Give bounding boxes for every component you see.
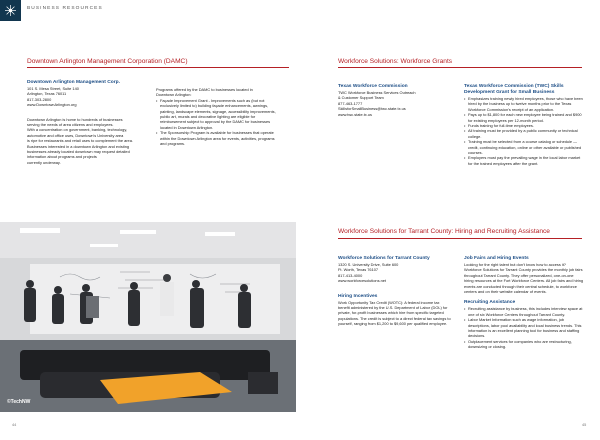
damc-description-line: Businesses interested in a downtown Arlington and existing bbox=[27, 143, 130, 149]
damc-title-rule bbox=[27, 67, 289, 68]
tarrant-org-name: Workforce Solutions for Tarrant County bbox=[338, 256, 430, 261]
star-burst-icon bbox=[4, 4, 17, 17]
tarrant-website-link[interactable]: www.workforcesolutions.net bbox=[338, 278, 387, 284]
twc-grant-item: • Emphasizes training newly hired employees, those who have been hired by the business up to twelve months prior to the Texas Workforce Commission's receipt of an application. bbox=[464, 96, 584, 112]
damc-programs-intro-line: Programs offered by the DAMC to businesses located in bbox=[156, 87, 253, 92]
twc-contact-block bbox=[338, 84, 450, 117]
damc-program-item: • The Sponsorship Program is available for businesses that operate within the Downtown Arlington area for events, activities, programs and programs. bbox=[156, 130, 280, 146]
damc-programs-intro bbox=[156, 87, 280, 98]
damc-description-line: businesses already located downtown may request detailed bbox=[27, 149, 130, 155]
twc-grant-item: • Pays up to $1,800 for each new employee being trained and $900 for existing employees per 12-month period. bbox=[464, 112, 584, 123]
header-bar bbox=[0, 0, 600, 21]
twc-grant-list bbox=[464, 96, 584, 166]
damc-programs-list bbox=[156, 98, 280, 147]
hiring-incentives-text: Work Opportunity Tax Credit (WOTC): A federal income tax benefit administered by the U.S. Department of Labor (DOL) for private, for-profit businesses which hire from specific targeted populations. The credit is subject to a direct federal tax savings to yourself, ranging from $1,200 to $9,600 per qualified employee. bbox=[338, 299, 451, 327]
twc-team: & Customer Support Team bbox=[338, 95, 384, 101]
damc-description bbox=[27, 117, 145, 166]
damc-org-name: Downtown Arlington Management Corp. bbox=[27, 80, 121, 85]
job-fairs-heading: Job Fairs and Hiring Events bbox=[464, 256, 529, 261]
page-number-left: 44 bbox=[12, 423, 17, 427]
damc-phone: 817-303-2800 bbox=[27, 96, 52, 102]
photo-credit: ©TechNW bbox=[7, 399, 31, 405]
damc-description-line: is ripe for restaurants and retail uses to complement the area. bbox=[27, 138, 133, 144]
twc-phone: 877-463-1777 bbox=[338, 100, 363, 106]
tarrant-address: 1320 S. University Drive, Suite 600 bbox=[338, 262, 399, 267]
workforce-grants-title-rule bbox=[338, 67, 582, 68]
damc-description-line: With a concentration on government, banking, technology, bbox=[27, 127, 128, 133]
tarrant-right-column bbox=[464, 256, 584, 350]
tarrant-city: Ft. Worth, Texas 76107 bbox=[338, 267, 379, 273]
twc-org-name: Texas Workforce Commission bbox=[338, 84, 408, 89]
twc-department: TWC Workforce Business Services Outreach bbox=[338, 90, 416, 95]
section-label: BUSINESS RESOURCES bbox=[27, 6, 103, 11]
damc-contact-block bbox=[27, 80, 145, 165]
damc-programs-intro-line: Downtown Arlington: bbox=[156, 92, 192, 98]
twc-grant-item: • Employers must pay the prevailing wage in the local labor market for the trained employees after the grant. bbox=[464, 155, 584, 166]
damc-description-line: serving the needs of area citizens and employees. bbox=[27, 122, 114, 128]
damc-website-link[interactable]: www.DowntownArlington.org bbox=[27, 102, 77, 108]
recruiting-heading: Recruiting Assistance bbox=[464, 300, 516, 306]
office-photo bbox=[0, 222, 296, 412]
damc-description-line: currently underway. bbox=[27, 159, 61, 165]
twc-grant-item: • All training must be provided by a public community or technical college. bbox=[464, 128, 584, 139]
twc-website-link[interactable]: www.twc.state.tx.us bbox=[338, 111, 372, 117]
damc-city: Arlington, Texas 76011 bbox=[27, 91, 67, 97]
office-photo-illustration bbox=[0, 222, 296, 412]
tarrant-phone: 817-413-4000 bbox=[338, 272, 363, 278]
recruiting-item: • Labor Market Information such as wage information, job descriptions, labor pool availability and local business trends. This information is an excellent planning tool for business and staffing decisions. bbox=[464, 317, 584, 339]
damc-description-line: information about programs and projects bbox=[27, 154, 97, 160]
recruiting-item: • Outplacement services for companies who are restructuring, downsizing or closing. bbox=[464, 339, 584, 350]
twc-grant-heading: Texas Workforce Commission (TWC) Skills Development Grant for Small Business bbox=[464, 84, 564, 95]
twc-grant-item: • Training must be selected from a course catalog or schedule — credit, continuing education, online or other available or published courses. bbox=[464, 139, 584, 155]
logo bbox=[0, 0, 21, 21]
recruiting-list bbox=[464, 306, 584, 349]
twc-grant-block bbox=[464, 84, 584, 166]
damc-address: 101 S. Mesa Street, Suite 140 bbox=[27, 86, 79, 91]
page-number-right: 45 bbox=[582, 423, 587, 427]
twc-email-link[interactable]: SkillsforSmallBusiness@twc.state.tx.us bbox=[338, 106, 406, 112]
damc-program-item: • Façade Improvement Grant - Improvements such as (but not exclusively limited to) building façade enhancements, awnings, painting, landscape elements, signage, accessibility improvements, public art, murals and decorative lighting are eligible for reimbursement subject to approval by the DAMC for businesses located in Downtown Arlington. bbox=[156, 98, 280, 130]
damc-description-line: automotive and office uses, Downtown's University area bbox=[27, 132, 124, 138]
recruiting-item: • Recruiting assistance by business, this includes interview space at one of six Workforce Centers throughout Tarrant County. bbox=[464, 306, 584, 317]
twc-contact-lines bbox=[338, 90, 450, 117]
hiring-incentives-heading: Hiring Incentives bbox=[338, 293, 378, 299]
tarrant-title: Workforce Solutions for Tarrant County: Hiring and Recruiting Assistance bbox=[338, 228, 550, 235]
tarrant-title-rule bbox=[338, 238, 582, 239]
twc-grant-item: • Funds training for full-time employees. bbox=[464, 123, 584, 128]
job-fairs-text: Looking for the right talent but don't know how to access it? Workforce Solutions for Tarrant County provides the monthly job fairs throughout Tarrant County. They offer personalized, one-on-one hiring resources at the Fort Workforce Centers. All job fairs and hiring events are conducted through their central schedule, to workforce centers and on their website calendar of events. bbox=[464, 262, 584, 295]
damc-programs-block bbox=[156, 87, 280, 146]
tarrant-contact-lines bbox=[338, 262, 452, 284]
tarrant-left-column bbox=[338, 256, 452, 327]
damc-contact-lines bbox=[27, 86, 145, 108]
damc-title: Downtown Arlington Management Corporation (DAMC) bbox=[27, 58, 188, 65]
damc-description-line: Downtown Arlington is home to hundreds of businesses bbox=[27, 116, 123, 122]
workforce-grants-title: Workforce Solutions: Workforce Grants bbox=[338, 58, 453, 65]
